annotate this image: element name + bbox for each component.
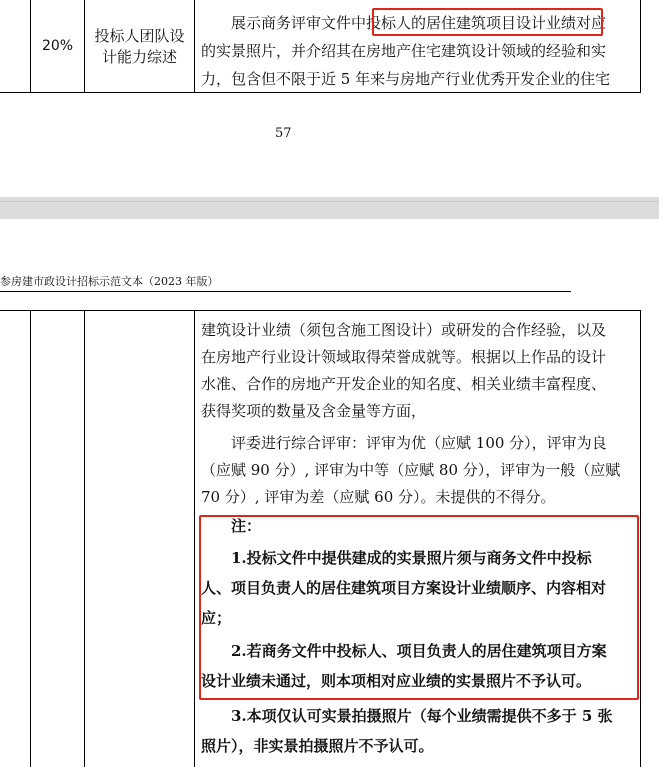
desc-line: 的实景照片，并介绍其在房地产住宅建筑设计领域的经验和实 [201,42,607,60]
desc-line: （应赋 90 分）, 评审为中等（应赋 80 分），评审为一般（应赋 [201,461,621,479]
note-highlight-box [199,515,639,700]
table-top-border [0,310,641,311]
criterion-cell [85,26,194,68]
desc-line: 70 分）, 评审为差（应赋 60 分）。未提供的不得分。 [201,488,556,506]
table-col-line [84,310,85,767]
desc-line: 力，包含但不限于近 5 年来与房地产行业优秀开发企业的住宅 [201,70,611,88]
criterion-line: 投标人团队设 [94,27,185,45]
page-57 [0,0,659,197]
header-rule [0,291,571,292]
page-58 [0,219,659,767]
page-separator [0,197,659,219]
table-col-line [194,0,195,93]
note-line: 1.投标文件中提供建成的实景照片须与商务文件中投标 [231,549,592,567]
weight-cell: 20% [41,38,74,54]
table-col-line [194,310,195,767]
desc-line: 展示商务评审文件中投标人的居住建筑项目设计业绩对应 [231,14,607,32]
criterion-line: 计能力综述 [101,48,177,66]
note-line: 应； [201,609,232,627]
desc-line: 建筑设计业绩（须包含施工图设计）或研发的合作经验，以及 [201,321,607,339]
running-header: 参房建市政设计招标示范文本（2023 年版） [0,275,219,288]
note-line: 3.本项仅认可实景拍摄照片（每个业绩需提供不多于 5 张 [231,707,613,725]
desc-line: 在房地产行业设计领域取得荣誉成就等。根据以上作品的设计 [201,348,607,366]
note-line: 人、项目负责人的居住建筑项目方案设计业绩顺序、内容相对 [201,579,607,597]
table-col-line [640,0,641,93]
table-col-line [30,310,31,767]
table-col-line [640,310,641,767]
desc-line: 水准、合作的房地产开发企业的知名度、相关业绩丰富程度、 [201,375,607,393]
table-bottom-border [0,92,641,93]
note-title: 注： [231,517,262,535]
note-line: 2.若商务文件中投标人、项目负责人的居住建筑项目方案 [231,642,607,660]
page-number: 57 [275,126,292,141]
highlight-box [372,8,603,36]
note-line: 设计业绩未通过，则本项相对应业绩的实景照片不予认可。 [201,672,592,690]
note-line: 照片），非实景拍摄照片不予认可。 [201,737,434,755]
desc-line: 评委进行综合评审：评审为优（应赋 100 分），评审为良 [231,434,607,452]
desc-line: 获得奖项的数量及含金量等方面， [201,402,427,420]
